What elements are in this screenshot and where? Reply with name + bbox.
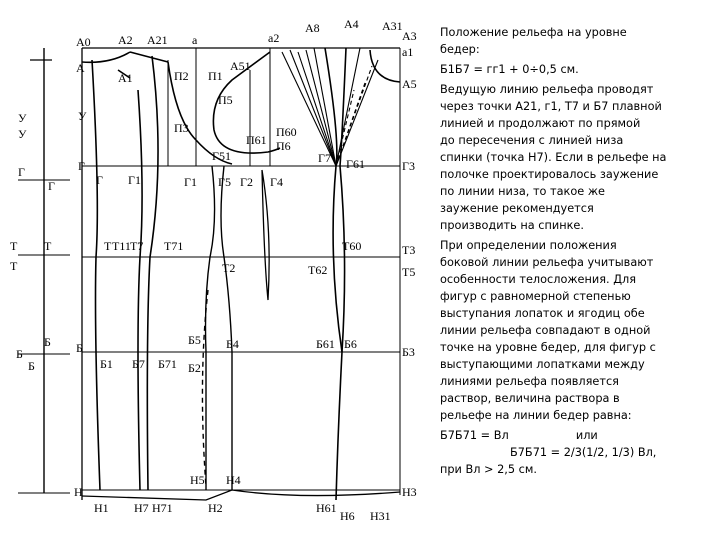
label-G5: Г5 [218, 175, 231, 189]
label-a2: а2 [268, 31, 280, 45]
label-P61: П61 [246, 133, 267, 147]
label-G3: Г3 [402, 159, 415, 173]
label-a: а [192, 33, 198, 47]
label-A3: А3 [402, 29, 417, 43]
label-T7: Т7 [130, 239, 144, 253]
label-side-U2: У [18, 127, 27, 141]
label-side-B2: Б [16, 347, 23, 361]
p3-line: рельефе на линии бедер равна: [440, 409, 632, 422]
p3-line: раствор, величина раствора в [440, 392, 620, 405]
p2-line: линией и продолжают по прямой [440, 117, 641, 130]
label-H7: Н7 [134, 501, 149, 515]
label-G1b: Г1 [184, 175, 197, 189]
label-G7: Г7 [318, 151, 331, 165]
label-side-G2: Г [48, 179, 55, 193]
label-H1: Н1 [94, 501, 109, 515]
label-H: Н [74, 485, 83, 499]
label-G51: Г51 [212, 149, 231, 163]
p3-line: особенности телосложения. Для [440, 273, 637, 286]
label-A4: А4 [344, 17, 359, 31]
label-H2: Н2 [208, 501, 223, 515]
label-A5: А5 [402, 77, 417, 91]
p3-line: выступающими лопатками между [440, 358, 645, 371]
label-A8: А8 [305, 21, 320, 35]
formula2b: Б7Б71 = 2/3(1/2, 1/3) Вл, [510, 446, 657, 459]
label-T5: Т5 [402, 265, 416, 279]
p2-line: по линии низа, то такое же [440, 185, 605, 198]
label-G1: Г1 [128, 173, 141, 187]
label-H6: Н6 [340, 509, 355, 523]
label-B6: Б6 [344, 337, 357, 351]
label-H61: Н61 [316, 501, 337, 515]
p2-line: через точки А21, г1, Т7 и Б7 плавной [440, 100, 662, 113]
pattern-contours [82, 48, 400, 500]
p1-line2: бедер: [440, 43, 480, 56]
label-side-B3: Б [28, 359, 35, 373]
p2-line: Ведущую линию рельефа проводят [440, 83, 654, 96]
label-A: А [76, 61, 85, 75]
point-labels [10, 17, 417, 523]
label-side-G1: Г [18, 165, 25, 179]
paragraph-side-relief [440, 237, 702, 424]
label-A1: А1 [118, 71, 133, 85]
label-A21: А21 [147, 33, 168, 47]
label-T: Т [104, 239, 112, 253]
formula2a: Б7Б71 = Вл [440, 429, 509, 442]
label-side-T2: Т [44, 239, 52, 253]
paragraph-relief-position [440, 24, 702, 58]
label-side-B1: Б [44, 335, 51, 349]
p3-line: линиями рельефа появляется [440, 375, 619, 388]
label-B: Б [76, 341, 83, 355]
p3-line: боковой линии рельефа учитывают [440, 256, 654, 269]
label-side-T1: Т [10, 239, 18, 253]
label-T3: Т3 [402, 243, 416, 257]
label-side-U1: У [18, 111, 27, 125]
label-T60: Т60 [342, 239, 362, 253]
label-A51: А51 [230, 59, 251, 73]
p2-line: спинки (точка Н7). Если в рельефе на [440, 151, 667, 164]
p3-line: При определении положения [440, 239, 617, 252]
p2-line: полочке проектировалось заужение [440, 168, 659, 181]
label-T71: Т71 [164, 239, 184, 253]
p3-line: линии рельефа совпадают в одной [440, 324, 651, 337]
label-A31: А31 [382, 19, 403, 33]
label-G61: Г61 [346, 157, 365, 171]
label-A2: А2 [118, 33, 133, 47]
label-T62: Т62 [308, 263, 328, 277]
label-B4: Б4 [226, 337, 239, 351]
label-G4: Г4 [270, 175, 283, 189]
p3-line: выступания лопаток и ягодиц обе [440, 307, 645, 320]
label-B5: Б5 [188, 333, 201, 347]
formula-b1b7: Б1Б7 = гг1 + 0÷0,5 см. [440, 63, 579, 76]
p1-line1: Положение рельефа на уровне [440, 26, 627, 39]
label-G: Г [78, 159, 85, 173]
label-H5: Н5 [190, 473, 205, 487]
formula-b7b71 [440, 427, 702, 478]
label-G-lower: Г [96, 173, 103, 187]
label-B1: Б1 [100, 357, 113, 371]
label-side-T3: Т [10, 259, 18, 273]
label-B2: Б2 [188, 361, 201, 375]
p2-line: заужение рекомендуется [440, 202, 594, 215]
paragraph-leading-line [440, 81, 702, 234]
label-P3: П3 [174, 121, 189, 135]
p3-line: точке на уровне бедер, для фигур с [440, 341, 656, 354]
label-B3: Б3 [402, 345, 415, 359]
p2-line: производить на спинке. [440, 219, 584, 232]
label-G2: Г2 [240, 175, 253, 189]
label-H4: Н4 [226, 473, 241, 487]
label-B61: Б61 [316, 337, 335, 351]
label-P5: П5 [218, 93, 233, 107]
description-text [440, 24, 702, 481]
label-H31: Н31 [370, 509, 391, 523]
p2-line: до пересечения с линией низа [440, 134, 624, 147]
label-P2: П2 [174, 69, 189, 83]
label-B7: Б7 [132, 357, 145, 371]
label-P1: П1 [208, 69, 223, 83]
label-T11: Т11 [112, 239, 131, 253]
label-B71: Б71 [158, 357, 177, 371]
formula2c: при Вл > 2,5 см. [440, 463, 537, 476]
label-H71: Н71 [152, 501, 173, 515]
label-U: У [78, 109, 87, 123]
label-P6: П6 [276, 139, 291, 153]
label-H3: Н3 [402, 485, 417, 499]
formula2a-or: или [575, 429, 598, 442]
label-a1: а1 [402, 45, 414, 59]
label-P60: П60 [276, 125, 297, 139]
label-A0: А0 [76, 35, 91, 49]
label-T2: Т2 [222, 261, 236, 275]
p3-line: фигур с равномерной степенью [440, 290, 631, 303]
